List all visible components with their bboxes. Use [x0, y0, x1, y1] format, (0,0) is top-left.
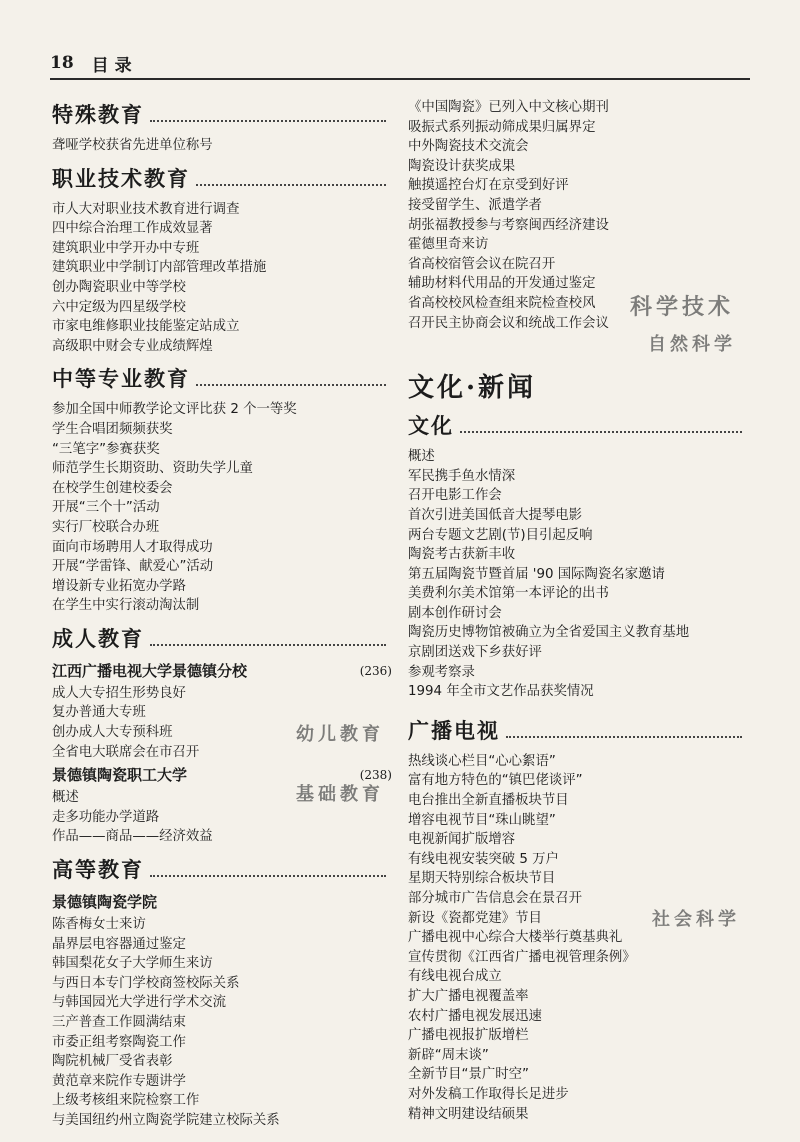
toc-entry: 实行厂校联合办班: [52, 519, 160, 535]
toc-entry: 概述: [52, 790, 79, 806]
side-label-natural-science: 自然科学: [648, 334, 736, 355]
toc-entry: 富有地方特色的“镇巴佬谈评”: [408, 773, 583, 789]
culture-list: [408, 447, 748, 702]
toc-entry: 触摸遥控台灯在京受到好评: [408, 178, 569, 194]
toc-entry: 中外陶瓷技术交流会: [408, 139, 529, 155]
toc-entry: 创办成人大专预科班: [52, 725, 173, 741]
toc-entry: 全新节目“景广时空”: [408, 1067, 529, 1083]
toc-entry: 全省电大联席会在市召开: [52, 744, 200, 760]
toc-entry: 第五届陶瓷节暨首届 '90 国际陶瓷名家邀请: [408, 566, 665, 582]
toc-entry: 上级考核组来院检察工作: [52, 1093, 200, 1109]
side-label-early-childhood: 幼儿教育: [296, 724, 384, 745]
toc-entry: 学生合唱团频频获奖: [52, 421, 173, 437]
toc-entry: 京剧团送戏下乡获好评: [408, 645, 542, 661]
toc-entry: 面向市场聘用人才取得成功: [52, 539, 213, 555]
toc-entry: 复办普通大专班: [52, 705, 146, 721]
toc-entry: 美费利尔美术馆第一本评论的出书: [408, 586, 609, 602]
vocational-list: [52, 200, 392, 357]
toc-entry: 作品——商品——经济效益: [52, 829, 213, 845]
toc-entry: 宣传贯彻《江西省广播电视管理条例》: [408, 949, 636, 965]
section-culture: 文化: [408, 411, 748, 441]
toc-entry: 星期天特别综合板块节目: [408, 871, 556, 887]
toc-entry: 与韩国园光大学进行学术交流: [52, 995, 227, 1011]
toc-entry: “三笔字”参赛获奖: [52, 441, 160, 457]
toc-entry: 成人大专招生形势良好: [52, 685, 186, 701]
tv-university-list: [52, 684, 392, 762]
ceramics-institute-list: [52, 915, 392, 1131]
toc-entry: 建筑职业中学开办中专班: [52, 240, 200, 256]
toc-entry: 热线谈心栏目“心心絮语”: [408, 753, 556, 769]
toc-entry: 农村广播电视发展迅速: [408, 1008, 542, 1024]
toc-entry: 对外发稿工作取得长足进步: [408, 1086, 569, 1102]
section-special-education: 特殊教育: [52, 100, 392, 130]
toc-entry: 市委正组考察陶瓷工作: [52, 1034, 186, 1050]
side-label-sci-tech: 科学技术: [630, 294, 735, 320]
toc-entry: 首次引进美国低音大提琴电影: [408, 507, 583, 523]
toc-entry: 市家电维修职业技能鉴定站成立: [52, 319, 240, 335]
special-education-list: [52, 136, 392, 156]
toc-entry: 六中定级为四星级学校: [52, 299, 186, 315]
toc-entry: 1994 年全市文艺作品获奖情况: [408, 684, 594, 700]
toc-entry: 陶瓷考古获新丰收: [408, 547, 516, 563]
toc-entry: 部分城市广告信息会在景召开: [408, 891, 583, 906]
toc-entry: 增设新专业拓宽办学路: [52, 578, 186, 594]
toc-entry: 在学生中实行滚动淘汰制: [52, 598, 200, 614]
toc-entry: 参加全国中师教学论文评比获 2 个一等奖: [52, 402, 297, 418]
toc-entry: 接受留学生、派遣学者: [408, 197, 542, 213]
toc-entry: 新辟“周末谈”: [408, 1047, 489, 1063]
toc-entry: 陶瓷历史博物馆被确立为全省爱国主义教育基地: [408, 625, 690, 641]
toc-entry: 霍德里奇来访: [408, 237, 489, 253]
toc-entry: 召开民主协商会议和统战工作会议: [408, 315, 609, 331]
toc-entry: 电视新闻扩版增容: [408, 832, 516, 848]
toc-entry: 吸振式系列振动筛成果归属界定: [408, 119, 596, 135]
toc-entry: 三产普查工作圆满结束: [52, 1015, 186, 1030]
toc-entry: 师范学生长期资助、资助失学儿童: [52, 461, 253, 477]
toc-entry: 陶瓷设计获奖成果: [408, 158, 516, 174]
toc-entry: 电台推出全新直播板块节目: [408, 793, 569, 809]
toc-entry: 《中国陶瓷》已列入中文核心期刊: [408, 100, 609, 115]
toc-entry: 召开电影工作会: [408, 488, 502, 504]
toc-entry: 开展“三个十”活动: [52, 500, 160, 516]
section-higher: 高等教育: [52, 855, 392, 885]
left-column: [52, 92, 392, 1131]
toc-entry: 在校学生创建校委会: [52, 480, 173, 496]
toc-entry: 新设《瓷都党建》节目: [408, 910, 542, 926]
toc-entry: 建筑职业中学制订内部管理改革措施: [52, 260, 267, 276]
toc-entry: 参观考察录: [408, 664, 475, 680]
toc-entry: 两台专题文艺剧(节)目引起反响: [408, 527, 593, 543]
toc-entry: 军民携手鱼水情深: [408, 468, 516, 484]
subsection-tv-university: 江西广播电视大学景德镇分校 (236): [52, 661, 392, 680]
toc-entry: 开展“学雷锋、献爱心”活动: [52, 559, 214, 575]
section-adult: 成人教育: [52, 624, 392, 654]
toc-entry: 陈香梅女士来访: [52, 917, 146, 933]
toc-entry: 广播电视报扩版增栏: [408, 1028, 529, 1044]
section-broadcast: 广播电视: [408, 716, 748, 746]
toc-entry: 胡张福教授参与考察闽西经济建设: [408, 217, 609, 233]
toc-entry: 四中综合治理工作成效显著: [52, 221, 213, 237]
toc-entry: 增容电视节目“珠山眺望”: [408, 812, 556, 828]
toc-entry: 高级职中财会专业成绩辉煌: [52, 338, 213, 354]
toc-entry: 广播电视中心综合大楼举行奠基典礼: [408, 930, 623, 946]
toc-entry: 韩国梨花女子大学师生来访: [52, 956, 213, 972]
toc-entry: 市人大对职业技术教育进行调查: [52, 201, 240, 217]
toc-entry: 有线电视安装突破 5 万户: [408, 851, 559, 867]
broadcast-list: [408, 752, 748, 1124]
toc-entry: 陶院机械厂受省表彰: [52, 1054, 173, 1070]
section-vocational: 职业技术教育: [52, 164, 392, 194]
toc-entry: 聋哑学校获省先进单位称号: [52, 138, 213, 153]
subsection-ceramics-workers-college: 景德镇陶瓷职工大学 (238): [52, 766, 392, 785]
right-top-list: [408, 98, 748, 333]
toc-entry: 与西日本专门学校商签校际关系: [52, 975, 240, 991]
secondary-list: [52, 400, 392, 616]
toc-entry: 创办陶瓷职业中等学校: [52, 279, 186, 295]
toc-entry: 走多功能办学道路: [52, 809, 160, 825]
section-secondary: 中等专业教育: [52, 364, 392, 394]
toc-entry: 与美国纽约州立陶瓷学院建立校际关系: [52, 1112, 280, 1128]
right-column: [408, 92, 748, 1124]
toc-entry: 黄范章来院作专题讲学: [52, 1073, 186, 1089]
toc-entry: 概述: [408, 449, 435, 465]
side-label-social-science: 社会科学: [652, 909, 740, 930]
toc-entry: 省高校校风检查组来院检查校风: [408, 295, 596, 311]
ceramics-workers-college-list: [52, 788, 392, 847]
toc-entry: 辅助材料代用品的开发通过鉴定: [408, 276, 596, 292]
toc-entry: 剧本创作研讨会: [408, 605, 502, 621]
toc-entry: 精神文明建设结硕果: [408, 1106, 529, 1122]
side-label-basic-education: 基础教育: [296, 784, 384, 805]
toc-entry: 晶界层电容器通过鉴定: [52, 936, 186, 952]
section-culture-news: 文化·新闻: [408, 373, 537, 404]
toc-entry: 扩大广播电视覆盖率: [408, 988, 529, 1004]
page-title: 目 录: [91, 55, 132, 76]
toc-entry: 省高校宿管会议在院召开: [408, 256, 556, 272]
toc-entry: 有线电视台成立: [408, 969, 502, 985]
subsection-ceramics-institute: 景德镇陶瓷学院: [52, 893, 158, 912]
page-number: 18: [50, 53, 74, 73]
page-header: [50, 48, 750, 80]
